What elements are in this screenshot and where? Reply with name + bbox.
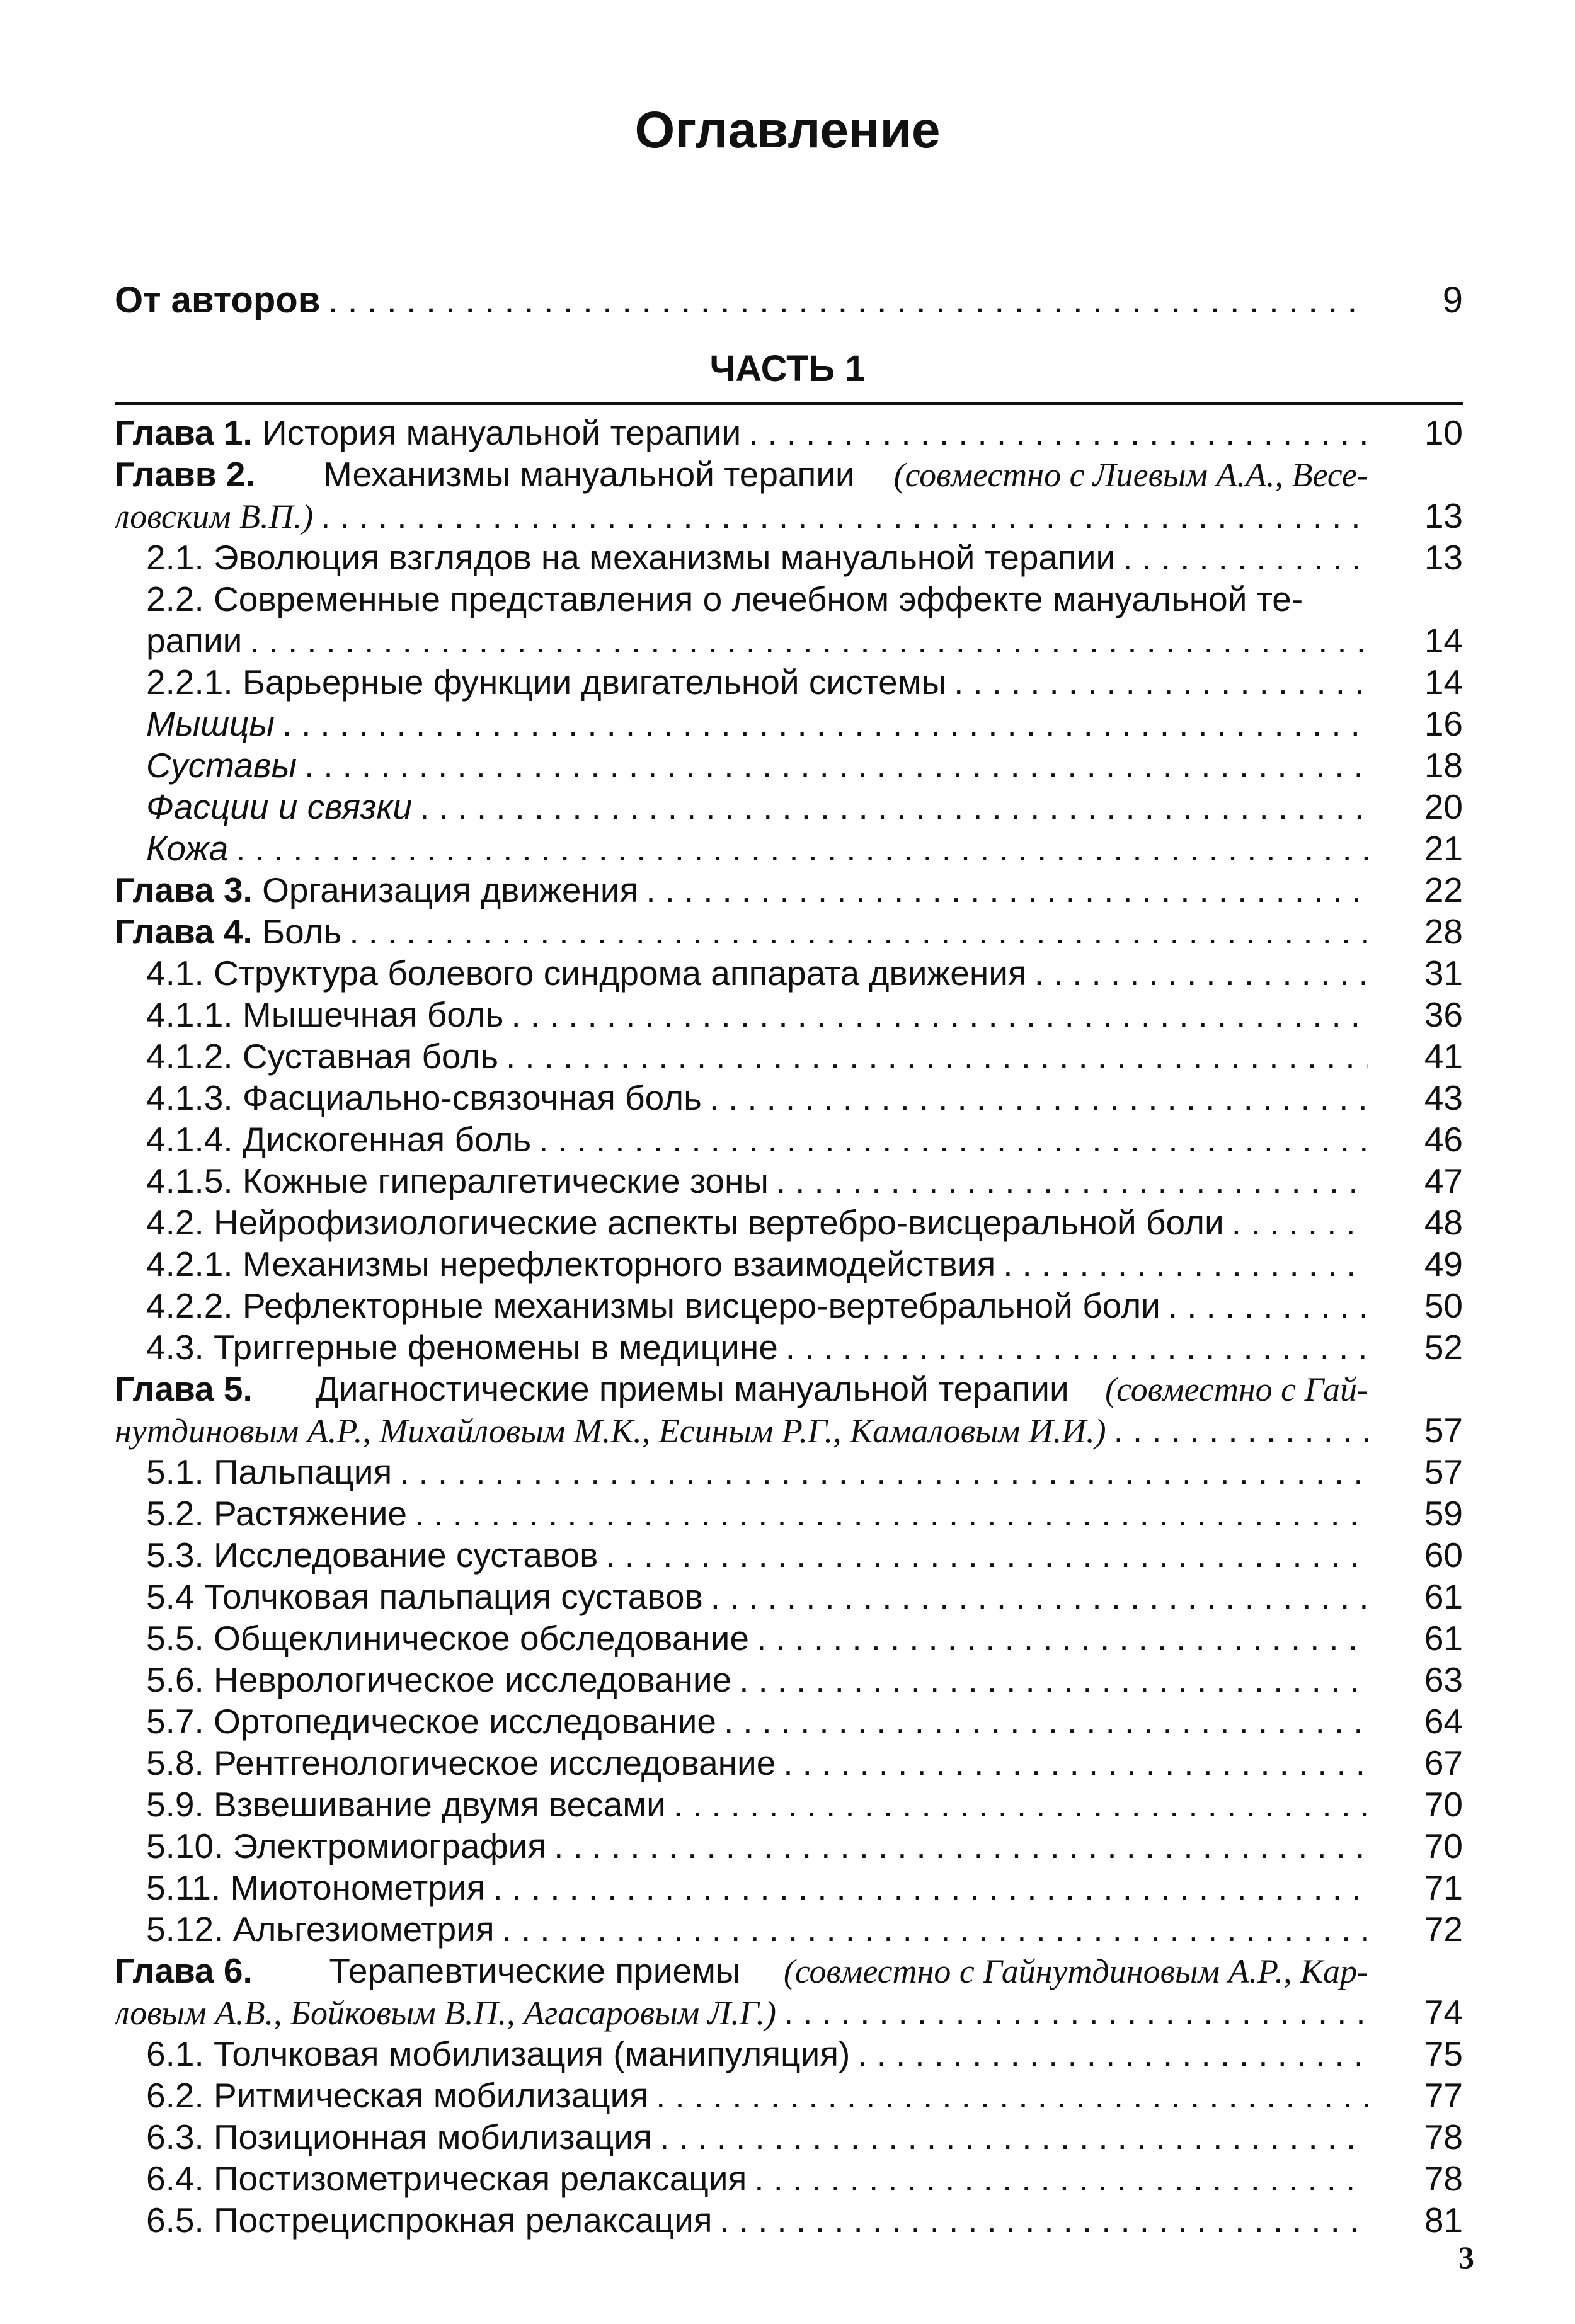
toc-entry-page: 71	[1424, 1868, 1463, 1907]
toc-entry-title: 2.1. Эволюция взглядов на механизмы мануальной терапии	[146, 538, 1116, 577]
dot-leader	[776, 1742, 1368, 1784]
toc-entry-title: Суставы	[146, 746, 297, 785]
toc-entry-title: 4.1.3. Фасциально-связочная боль	[146, 1078, 702, 1117]
toc-entry-page: 70	[1424, 1826, 1463, 1865]
toc-entry-page: 36	[1424, 995, 1463, 1034]
toc-entry[interactable]	[115, 1617, 1463, 1659]
toc-entry-page: 20	[1424, 787, 1463, 826]
dot-leader	[297, 744, 1368, 786]
dot-leader	[242, 620, 1368, 661]
toc-entry-page: 75	[1424, 2034, 1463, 2073]
toc-entry-title: 2.2. Современные представления о лечебном эффекте мануальной те-	[146, 579, 1303, 618]
toc-entry[interactable]	[115, 1784, 1463, 1825]
dot-leader	[1224, 1202, 1368, 1243]
dot-leader	[850, 2033, 1368, 2075]
toc-entry-title: Мышцы	[146, 704, 275, 743]
toc-entry-page: 64	[1424, 1702, 1463, 1741]
dot-leader	[747, 2158, 1368, 2199]
chapter-label: Глава 3.	[115, 870, 253, 909]
dot-leader	[407, 1493, 1368, 1534]
toc-entry[interactable]	[115, 453, 1463, 495]
toc-entry[interactable]	[115, 1742, 1463, 1784]
toc-entry-page: 78	[1424, 2159, 1463, 2198]
toc-entry-page: 61	[1424, 1577, 1463, 1616]
toc-entry-page: 77	[1424, 2076, 1463, 2115]
toc-entry-title: 6.2. Ритмическая мобилизация	[146, 2076, 649, 2115]
toc-entry-title: 4.1.1. Мышечная боль	[146, 995, 504, 1034]
dot-leader	[228, 828, 1368, 869]
toc-entry[interactable]	[115, 1160, 1463, 1202]
toc-entry-title: 5.3. Исследование суставов	[146, 1535, 598, 1575]
toc-entry[interactable]	[115, 2033, 1463, 2075]
toc-entry-page: 61	[1424, 1619, 1463, 1658]
toc-entry[interactable]	[115, 2158, 1463, 2199]
toc-entry-title: 5.2. Растяжение	[146, 1494, 408, 1533]
dot-leader	[392, 1451, 1368, 1493]
toc-entry-coauthors: (совместно с Лиевым А.А., Весе-	[893, 456, 1368, 494]
chapter-label: Глава 1.	[115, 413, 253, 452]
toc-intro-entry[interactable]	[115, 272, 1463, 329]
toc-entry[interactable]	[115, 1243, 1463, 1285]
dot-leader	[946, 661, 1368, 703]
toc-entry-coauthors: (совместно с Гайнутдиновым А.Р., Кар-	[783, 1952, 1368, 1990]
toc-entry[interactable]	[115, 578, 1463, 620]
toc-entry[interactable]	[115, 1700, 1463, 1742]
toc-entry-title: Механизмы мануальной терапии	[323, 455, 865, 494]
toc-entry-coauthors: (совместно с Гай-	[1105, 1370, 1368, 1408]
dot-leader	[638, 869, 1368, 911]
dot-leader	[652, 2116, 1368, 2158]
toc-entry[interactable]	[115, 994, 1463, 1035]
toc-entry[interactable]	[115, 869, 1463, 911]
toc-entry[interactable]	[115, 412, 1463, 453]
toc-entry[interactable]	[115, 786, 1463, 828]
toc-entry-page: 47	[1424, 1161, 1463, 1200]
toc-entry[interactable]	[115, 1410, 1463, 1451]
toc-entry[interactable]	[115, 537, 1463, 578]
toc-entry-page: 46	[1424, 1120, 1463, 1159]
dot-leader	[749, 1617, 1368, 1659]
divider-rule	[115, 402, 1463, 405]
toc-entry-title: 5.8. Рентгенологическое исследование	[146, 1743, 776, 1782]
toc-entry[interactable]	[115, 661, 1463, 703]
toc-entry-page: 10	[1424, 413, 1463, 452]
toc-entry[interactable]	[115, 703, 1463, 744]
chapter-label: Главв 2.	[115, 455, 255, 494]
toc-entry[interactable]	[115, 1326, 1463, 1368]
toc-entry-title: 5.9. Взвешивание двумя весами	[146, 1785, 666, 1824]
toc-entry[interactable]	[115, 1451, 1463, 1493]
toc-entry-page: 50	[1424, 1286, 1463, 1325]
toc-entry[interactable]	[115, 1368, 1463, 1410]
toc-entry-title: Организация движения	[262, 870, 639, 909]
toc-entry-title: Терапевтические приемы	[329, 1951, 750, 1990]
dot-leader	[1106, 1410, 1368, 1451]
toc-entry[interactable]	[115, 2199, 1463, 2241]
toc-entry-page: 74	[1424, 1993, 1463, 2032]
toc-entry[interactable]	[115, 911, 1463, 952]
dot-leader	[769, 1160, 1368, 1202]
toc-entry-page: 31	[1424, 954, 1463, 993]
toc-entry-title: 5.5. Общеклиническое обследование	[146, 1619, 749, 1658]
toc-entry-title: 6.5. Пострециспрокная релаксация	[146, 2201, 713, 2240]
toc-entry-title: 6.4. Постизометрическая релаксация	[146, 2159, 747, 2198]
page-number: 3	[1458, 2240, 1474, 2275]
dot-leader	[741, 412, 1368, 453]
dot-leader	[702, 1077, 1368, 1119]
dot-leader	[703, 1576, 1368, 1617]
toc-entry-coauthors: ловским В.П.)	[115, 498, 314, 535]
toc-entry[interactable]	[115, 2075, 1463, 2116]
table-of-contents	[115, 412, 1463, 2241]
toc-entry-title: 4.2. Нейрофизиологические аспекты вертебро-висцеральной боли	[146, 1203, 1224, 1242]
toc-entry-title: 4.1.2. Суставная боль	[146, 1037, 499, 1076]
toc-entry[interactable]	[115, 1119, 1463, 1160]
dot-leader	[531, 1119, 1368, 1160]
toc-entry-title: 6.3. Позиционная мобилизация	[146, 2117, 652, 2156]
toc-entry[interactable]	[115, 1825, 1463, 1867]
toc-entry[interactable]	[115, 1576, 1463, 1617]
toc-entry-title: Кожа	[146, 829, 229, 868]
toc-entry[interactable]	[115, 1867, 1463, 1908]
toc-entry-page: 18	[1424, 746, 1463, 785]
toc-entry-page: 60	[1424, 1535, 1463, 1575]
toc-entry[interactable]	[115, 1285, 1463, 1326]
toc-entry-page: 41	[1424, 1037, 1463, 1076]
dot-leader	[313, 495, 1368, 537]
toc-entry-page: 57	[1424, 1411, 1463, 1450]
toc-entry[interactable]	[115, 1908, 1463, 1950]
dot-leader	[778, 1326, 1368, 1368]
toc-entry[interactable]	[115, 744, 1463, 786]
toc-entry-page: 28	[1424, 912, 1463, 951]
toc-entry-page: 63	[1424, 1660, 1463, 1699]
chapter-label: Глава 6.	[115, 1951, 253, 1990]
dot-leader	[1027, 952, 1368, 994]
toc-entry-page: 43	[1424, 1078, 1463, 1117]
toc-entry[interactable]	[115, 1659, 1463, 1700]
toc-entry[interactable]	[115, 1202, 1463, 1243]
toc-entry[interactable]	[115, 952, 1463, 994]
dot-leader	[666, 1784, 1368, 1825]
toc-entry-page: 49	[1424, 1245, 1463, 1284]
toc-entry-title: 4.2.2. Рефлекторные механизмы висцеро-вертебральной боли	[146, 1286, 1160, 1325]
dot-leader	[495, 1908, 1368, 1950]
toc-entry-page: 14	[1424, 621, 1463, 660]
toc-entry-page: 52	[1424, 1328, 1463, 1367]
toc-entry-coauthors: нутдиновым А.Р., Михайловым М.К., Есиным Р.Г., Камаловым И.И.)	[115, 1412, 1106, 1450]
toc-entry-title: 4.3. Триггерные феномены в медицине	[146, 1328, 778, 1367]
toc-entry-title: Боль	[262, 912, 342, 951]
dot-leader	[1160, 1285, 1368, 1326]
toc-entry-page: 57	[1424, 1452, 1463, 1491]
toc-entry[interactable]	[115, 495, 1463, 537]
toc-entry[interactable]	[115, 2116, 1463, 2158]
toc-entry-page: 70	[1424, 1785, 1463, 1824]
dot-leader	[598, 1534, 1368, 1576]
toc-entry-title: рапии	[146, 621, 243, 660]
toc-entry-page: 13	[1424, 538, 1463, 577]
toc-entry-title: 4.1. Структура болевого синдрома аппарата движения	[146, 954, 1027, 993]
page-title: Оглавление	[634, 101, 941, 159]
toc-entry-page: 81	[1424, 2201, 1463, 2240]
toc-entry-title: История мануальной терапии	[262, 413, 742, 452]
dot-leader	[412, 786, 1368, 828]
dot-leader	[341, 911, 1368, 952]
toc-entry-title: Фасции и связки	[146, 787, 413, 826]
dot-leader	[716, 1700, 1368, 1742]
toc-entry[interactable]	[115, 1991, 1463, 2033]
toc-entry-title: От авторов	[115, 280, 321, 321]
toc-entry-title: 4.1.5. Кожные гипералгетические зоны	[146, 1161, 769, 1200]
dot-leader	[498, 1035, 1368, 1077]
chapter-label: Глава 4.	[115, 912, 253, 951]
toc-entry-page: 22	[1424, 870, 1463, 909]
toc-entry-page: 48	[1424, 1203, 1463, 1242]
dot-leader	[503, 994, 1368, 1035]
toc-entry[interactable]	[115, 1493, 1463, 1534]
toc-entry[interactable]	[115, 1035, 1463, 1077]
dot-leader	[546, 1825, 1368, 1867]
toc-entry-page: 13	[1424, 496, 1463, 535]
toc-entry-page: 67	[1424, 1743, 1463, 1782]
dot-leader	[1115, 537, 1368, 578]
toc-entry[interactable]	[115, 1950, 1463, 1991]
toc-entry-page: 14	[1424, 663, 1463, 702]
toc-entry-page: 59	[1424, 1494, 1463, 1533]
toc-entry-title: Диагностические приемы мануальной терапии	[315, 1369, 1079, 1408]
toc-entry-title: 5.12. Альгезиометрия	[146, 1910, 495, 1949]
toc-entry-coauthors: ловым А.В., Бойковым В.П., Агасаровым Л.Г.)	[115, 1994, 776, 2032]
toc-entry-page: 16	[1424, 704, 1463, 743]
toc-entry-title: 5.10. Электромиография	[146, 1826, 547, 1865]
toc-entry-page: 21	[1424, 829, 1463, 868]
dot-leader	[648, 2075, 1368, 2116]
part-heading: ЧАСТЬ 1	[709, 348, 866, 389]
dot-leader	[713, 2199, 1368, 2241]
toc-entry-title: 5.7. Ортопедическое исследование	[146, 1702, 716, 1741]
toc-entry-title: 2.2.1. Барьерные функции двигательной системы	[146, 663, 947, 702]
toc-entry[interactable]	[115, 828, 1463, 869]
dot-leader	[485, 1867, 1368, 1908]
toc-entry-title: 4.2.1. Механизмы нерефлекторного взаимодействия	[146, 1245, 996, 1284]
toc-entry-title: 5.11. Миотонометрия	[146, 1868, 486, 1907]
dot-leader	[320, 272, 1368, 329]
chapter-label: Глава 5.	[115, 1369, 253, 1408]
dot-leader	[731, 1659, 1368, 1700]
toc-entry[interactable]	[115, 1077, 1463, 1119]
dot-leader	[995, 1243, 1368, 1285]
toc-entry-page: 78	[1424, 2117, 1463, 2156]
toc-entry-title: 6.1. Толчковая мобилизация (манипуляция)	[146, 2034, 850, 2073]
toc-entry[interactable]	[115, 620, 1463, 661]
toc-entry-title: 5.1. Пальпация	[146, 1452, 392, 1491]
dot-leader	[275, 703, 1368, 744]
toc-entry-title: 5.6. Неврологическое исследование	[146, 1660, 732, 1699]
toc-entry-page: 72	[1424, 1910, 1463, 1949]
toc-entry-title: 4.1.4. Дискогенная боль	[146, 1120, 532, 1159]
dot-leader	[776, 1991, 1368, 2033]
toc-entry-title: 5.4 Толчковая пальпация суставов	[146, 1577, 703, 1616]
toc-entry[interactable]	[115, 1534, 1463, 1576]
toc-entry-page: 9	[1442, 280, 1463, 321]
